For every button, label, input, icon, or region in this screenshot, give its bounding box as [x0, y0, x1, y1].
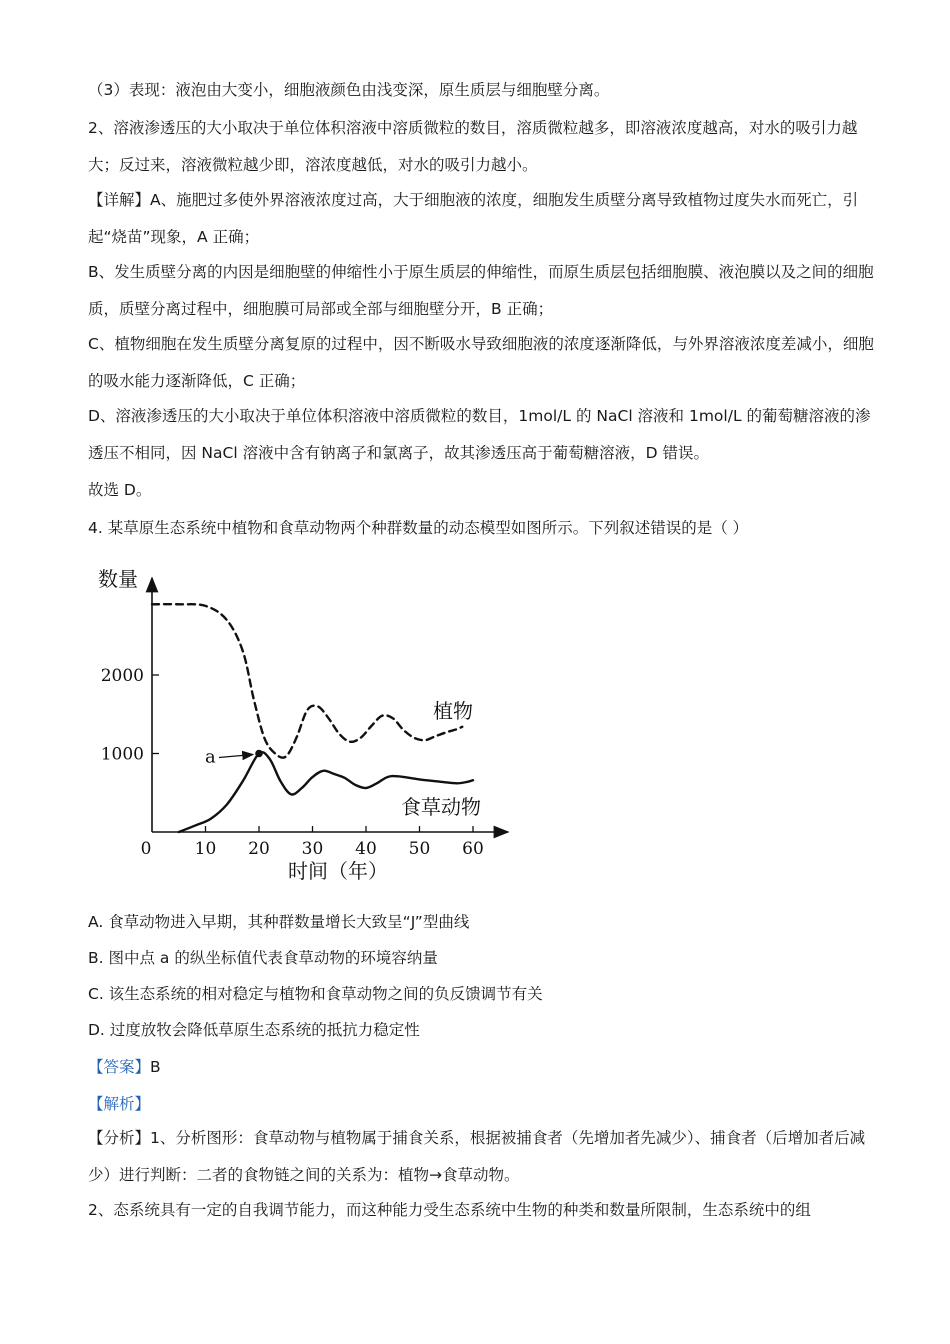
analysis-paragraph-1: 【分析】1、分析图形：食草动物与植物属于捕食关系，根据被捕食者（先增加者先减少）、捕食者（后增加者后减少）进行判断：二者的食物链之间的关系为：植物→食草动物。: [88, 1129, 866, 1184]
x-tick-label: 30: [301, 839, 324, 859]
chart-labels: [98, 567, 481, 883]
option-c: C. 该生态系统的相对稳定与植物和食草动物之间的负反馈调节有关: [88, 985, 543, 1003]
series-line-plant: [152, 604, 462, 757]
y-tick-label: 1000: [100, 744, 144, 765]
paragraph-detail-c: C、植物细胞在发生质壁分离复原的过程中，因不断吸水导致细胞液的浓度逐渐降低，与外界溶液浓度差减小，细胞的吸水能力逐渐降低，C 正确；: [88, 335, 874, 390]
chart-ticks: [101, 666, 484, 859]
paragraph-detail-b: B、发生质壁分离的内因是细胞壁的伸缩性小于原生质层的伸缩性，而原生质层包括细胞膜、液泡膜以及之间的细胞质，质壁分离过程中，细胞膜可局部或全部与细胞壁分开，B 正确；: [88, 263, 874, 318]
paragraph-turgor-expression: （3）表现：液泡由大变小，细胞液颜色由浅变深，原生质层与细胞壁分离。: [88, 81, 610, 99]
option-a: A. 食草动物进入早期，其种群数量增长大致呈“J”型曲线: [88, 913, 470, 931]
series-label-plant: 植物: [433, 699, 473, 723]
analysis-heading: 【解析】: [88, 1095, 151, 1113]
series-line-herbivore: [179, 752, 473, 832]
point-a-marker: [255, 750, 263, 758]
option-d: D. 过度放牧会降低草原生态系统的抵抗力稳定性: [88, 1021, 420, 1039]
paragraph-detail-a: 【详解】A、施肥过多使外界溶液浓度过高，大于细胞液的浓度，细胞发生质壁分离导致植物过度失水而死亡，引起“烧苗”现象，A 正确；: [88, 191, 859, 246]
answer-value: B: [150, 1058, 161, 1076]
y-axis-title: 数量: [98, 567, 138, 591]
answer-label: 【答案】: [88, 1058, 151, 1076]
x-axis-title: 时间（年）: [288, 859, 388, 883]
y-tick-label: 2000: [100, 666, 144, 686]
analysis-paragraph-2: 2、态系统具有一定的自我调节能力，而这种能力受生态系统中生物的种类和数量所限制，生态系统中的组: [88, 1201, 811, 1219]
population-dynamics-chart: [88, 560, 528, 890]
point-a-arrow: [219, 755, 253, 758]
point-a-label: a: [205, 746, 216, 768]
x-tick-label: 40: [355, 839, 377, 859]
question-4-stem: 4. 某草原生态系统中植物和食草动物两个种群数量的动态模型如图所示。下列叙述错误的是（ ）: [88, 519, 749, 537]
paragraph-detail-d: D、溶液渗透压的大小取决于单位体积溶液中溶质微粒的数目，1mol/L 的 NaCl 溶液和 1mol/L 的葡萄糖溶液的渗透压不相同，因 NaCl 溶液中含有钠离子和氯离子，故其渗透压高于葡萄糖溶液，D 错误。: [88, 407, 871, 462]
x-tick-label: 50: [408, 839, 431, 859]
answer-line: [88, 1049, 878, 1086]
x-tick-label: 60: [462, 839, 484, 859]
series-label-herbivore: 食草动物: [401, 795, 481, 819]
x-tick-label: 0: [140, 839, 152, 859]
chart-svg: [88, 560, 528, 890]
x-tick-label: 10: [194, 839, 217, 859]
option-b: B. 图中点 a 的纵坐标值代表食草动物的环境容纳量: [88, 949, 438, 967]
paragraph-osmotic-pressure: 2、溶液渗透压的大小取决于单位体积溶液中溶质微粒的数目，溶质微粒越多，即溶液浓度越高，对水的吸引力越大；反过来，溶液微粒越少即，溶浓度越低，对水的吸引力越小。: [88, 119, 858, 174]
paragraph-conclusion: 故选 D。: [88, 481, 152, 499]
x-tick-label: 20: [248, 839, 270, 859]
